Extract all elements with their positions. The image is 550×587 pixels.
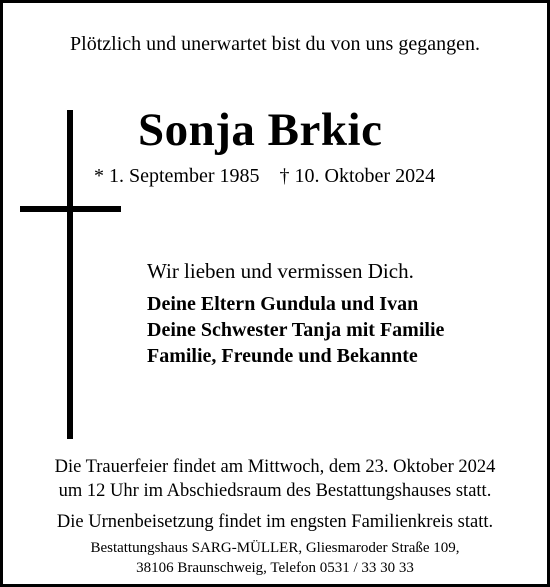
service-info [3, 455, 547, 503]
birth-date: * 1. September 1985 [94, 165, 260, 187]
cross-vertical-bar [67, 110, 73, 439]
love-line: Wir lieben und vermissen Dich. [147, 259, 414, 283]
funeral-home-line: 38106 Braunschweig, Telefon 0531 / 33 30 33 [136, 560, 414, 576]
funeral-home-line: Bestattungshaus SARG-MÜLLER, Gliesmaroder Straße 109, [90, 540, 460, 556]
family-signatures [147, 291, 444, 369]
service-line: Die Trauerfeier findet am Mittwoch, dem 23. Oktober 2024 [54, 457, 496, 477]
intro-text: Plötzlich und unerwartet bist du von uns gegangen. [70, 33, 480, 55]
family-line: Deine Schwester Tanja mit Familie [147, 319, 445, 341]
family-line: Deine Eltern Gundula und Ivan [147, 293, 419, 315]
cross-horizontal-bar [20, 206, 121, 212]
life-dates [94, 165, 435, 188]
service-line: um 12 Uhr im Abschiedsraum des Bestattungshauses statt. [58, 481, 492, 501]
funeral-home-info [3, 538, 547, 578]
death-date: † 10. Oktober 2024 [279, 165, 436, 187]
deceased-name: Sonja Brkic [138, 104, 383, 156]
urn-burial-info: Die Urnenbeisetzung findet im engsten Familienkreis statt. [56, 512, 494, 532]
family-line: Familie, Freunde und Bekannte [147, 345, 418, 367]
